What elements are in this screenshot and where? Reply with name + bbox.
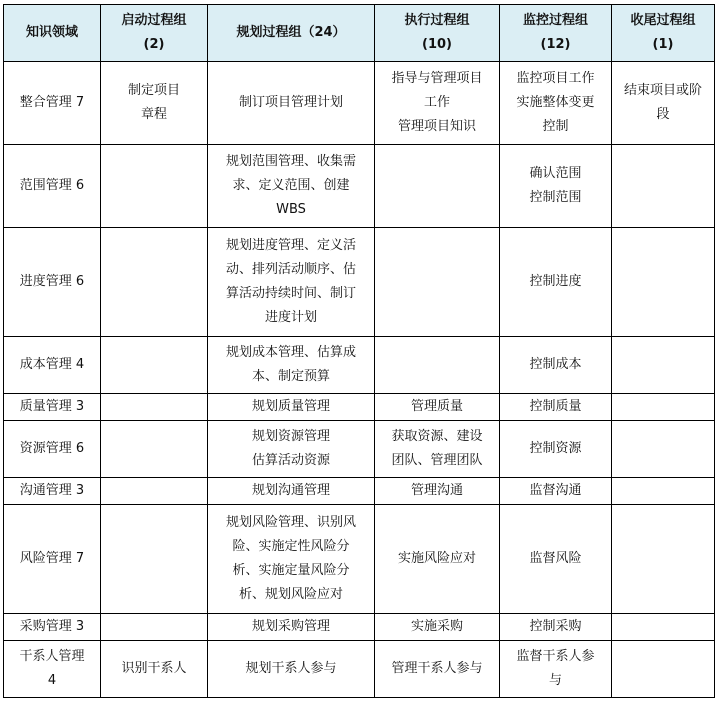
monitoring-cell: 监督风险 <box>500 505 612 614</box>
table-row <box>4 145 715 228</box>
initiating-cell <box>101 337 208 394</box>
table-row <box>4 421 715 478</box>
monitoring-cell: 监督沟通 <box>500 478 612 505</box>
header-executing: 执行过程组 (10) <box>375 5 500 62</box>
header-closing: 收尾过程组 (1) <box>612 5 715 62</box>
monitoring-cell: 监督干系人参 与 <box>500 641 612 698</box>
monitoring-cell: 控制成本 <box>500 337 612 394</box>
initiating-cell: 识别干系人 <box>101 641 208 698</box>
executing-cell: 管理干系人参与 <box>375 641 500 698</box>
planning-cell: 规划采购管理 <box>208 614 375 641</box>
monitoring-cell: 监控项目工作 实施整体变更 控制 <box>500 62 612 145</box>
knowledge-area-cell: 质量管理 3 <box>4 394 101 421</box>
monitoring-cell: 控制进度 <box>500 228 612 337</box>
initiating-cell <box>101 478 208 505</box>
closing-cell <box>612 614 715 641</box>
executing-cell <box>375 145 500 228</box>
planning-cell: 规划成本管理、估算成 本、制定预算 <box>208 337 375 394</box>
executing-cell <box>375 228 500 337</box>
closing-cell <box>612 394 715 421</box>
table-row <box>4 228 715 337</box>
executing-cell: 实施风险应对 <box>375 505 500 614</box>
executing-cell <box>375 337 500 394</box>
monitoring-cell: 控制质量 <box>500 394 612 421</box>
header-knowledge-area: 知识领域 <box>4 5 101 62</box>
executing-cell: 获取资源、建设 团队、管理团队 <box>375 421 500 478</box>
table-row <box>4 337 715 394</box>
header-initiating: 启动过程组 (2) <box>101 5 208 62</box>
closing-cell <box>612 505 715 614</box>
monitoring-cell: 确认范围 控制范围 <box>500 145 612 228</box>
knowledge-area-cell: 资源管理 6 <box>4 421 101 478</box>
closing-cell <box>612 478 715 505</box>
planning-cell: 规划风险管理、识别风 险、实施定性风险分 析、实施定量风险分 析、规划风险应对 <box>208 505 375 614</box>
planning-cell: 规划干系人参与 <box>208 641 375 698</box>
initiating-cell <box>101 145 208 228</box>
closing-cell <box>612 641 715 698</box>
planning-cell: 制订项目管理计划 <box>208 62 375 145</box>
knowledge-area-cell: 干系人管理 4 <box>4 641 101 698</box>
table-row <box>4 62 715 145</box>
table-row <box>4 614 715 641</box>
initiating-cell <box>101 614 208 641</box>
executing-cell: 管理质量 <box>375 394 500 421</box>
knowledge-area-cell: 整合管理 7 <box>4 62 101 145</box>
executing-cell: 管理沟通 <box>375 478 500 505</box>
initiating-cell: 制定项目 章程 <box>101 62 208 145</box>
table-row <box>4 478 715 505</box>
initiating-cell <box>101 394 208 421</box>
header-planning: 规划过程组（24） <box>208 5 375 62</box>
initiating-cell <box>101 421 208 478</box>
knowledge-area-cell: 进度管理 6 <box>4 228 101 337</box>
initiating-cell <box>101 505 208 614</box>
knowledge-area-cell: 采购管理 3 <box>4 614 101 641</box>
knowledge-area-cell: 风险管理 7 <box>4 505 101 614</box>
monitoring-cell: 控制资源 <box>500 421 612 478</box>
executing-cell: 指导与管理项目 工作 管理项目知识 <box>375 62 500 145</box>
closing-cell <box>612 421 715 478</box>
planning-cell: 规划资源管理 估算活动资源 <box>208 421 375 478</box>
knowledge-area-cell: 范围管理 6 <box>4 145 101 228</box>
initiating-cell <box>101 228 208 337</box>
process-group-table <box>3 4 715 698</box>
header-row <box>4 5 715 62</box>
header-monitoring: 监控过程组 (12) <box>500 5 612 62</box>
closing-cell <box>612 228 715 337</box>
table-row <box>4 641 715 698</box>
closing-cell: 结束项目或阶 段 <box>612 62 715 145</box>
executing-cell: 实施采购 <box>375 614 500 641</box>
planning-cell: 规划范围管理、收集需 求、定义范围、创建 WBS <box>208 145 375 228</box>
table-row <box>4 505 715 614</box>
knowledge-area-cell: 沟通管理 3 <box>4 478 101 505</box>
knowledge-area-cell: 成本管理 4 <box>4 337 101 394</box>
planning-cell: 规划进度管理、定义活 动、排列活动顺序、估 算活动持续时间、制订 进度计划 <box>208 228 375 337</box>
closing-cell <box>612 145 715 228</box>
planning-cell: 规划沟通管理 <box>208 478 375 505</box>
table-row <box>4 394 715 421</box>
closing-cell <box>612 337 715 394</box>
monitoring-cell: 控制采购 <box>500 614 612 641</box>
planning-cell: 规划质量管理 <box>208 394 375 421</box>
